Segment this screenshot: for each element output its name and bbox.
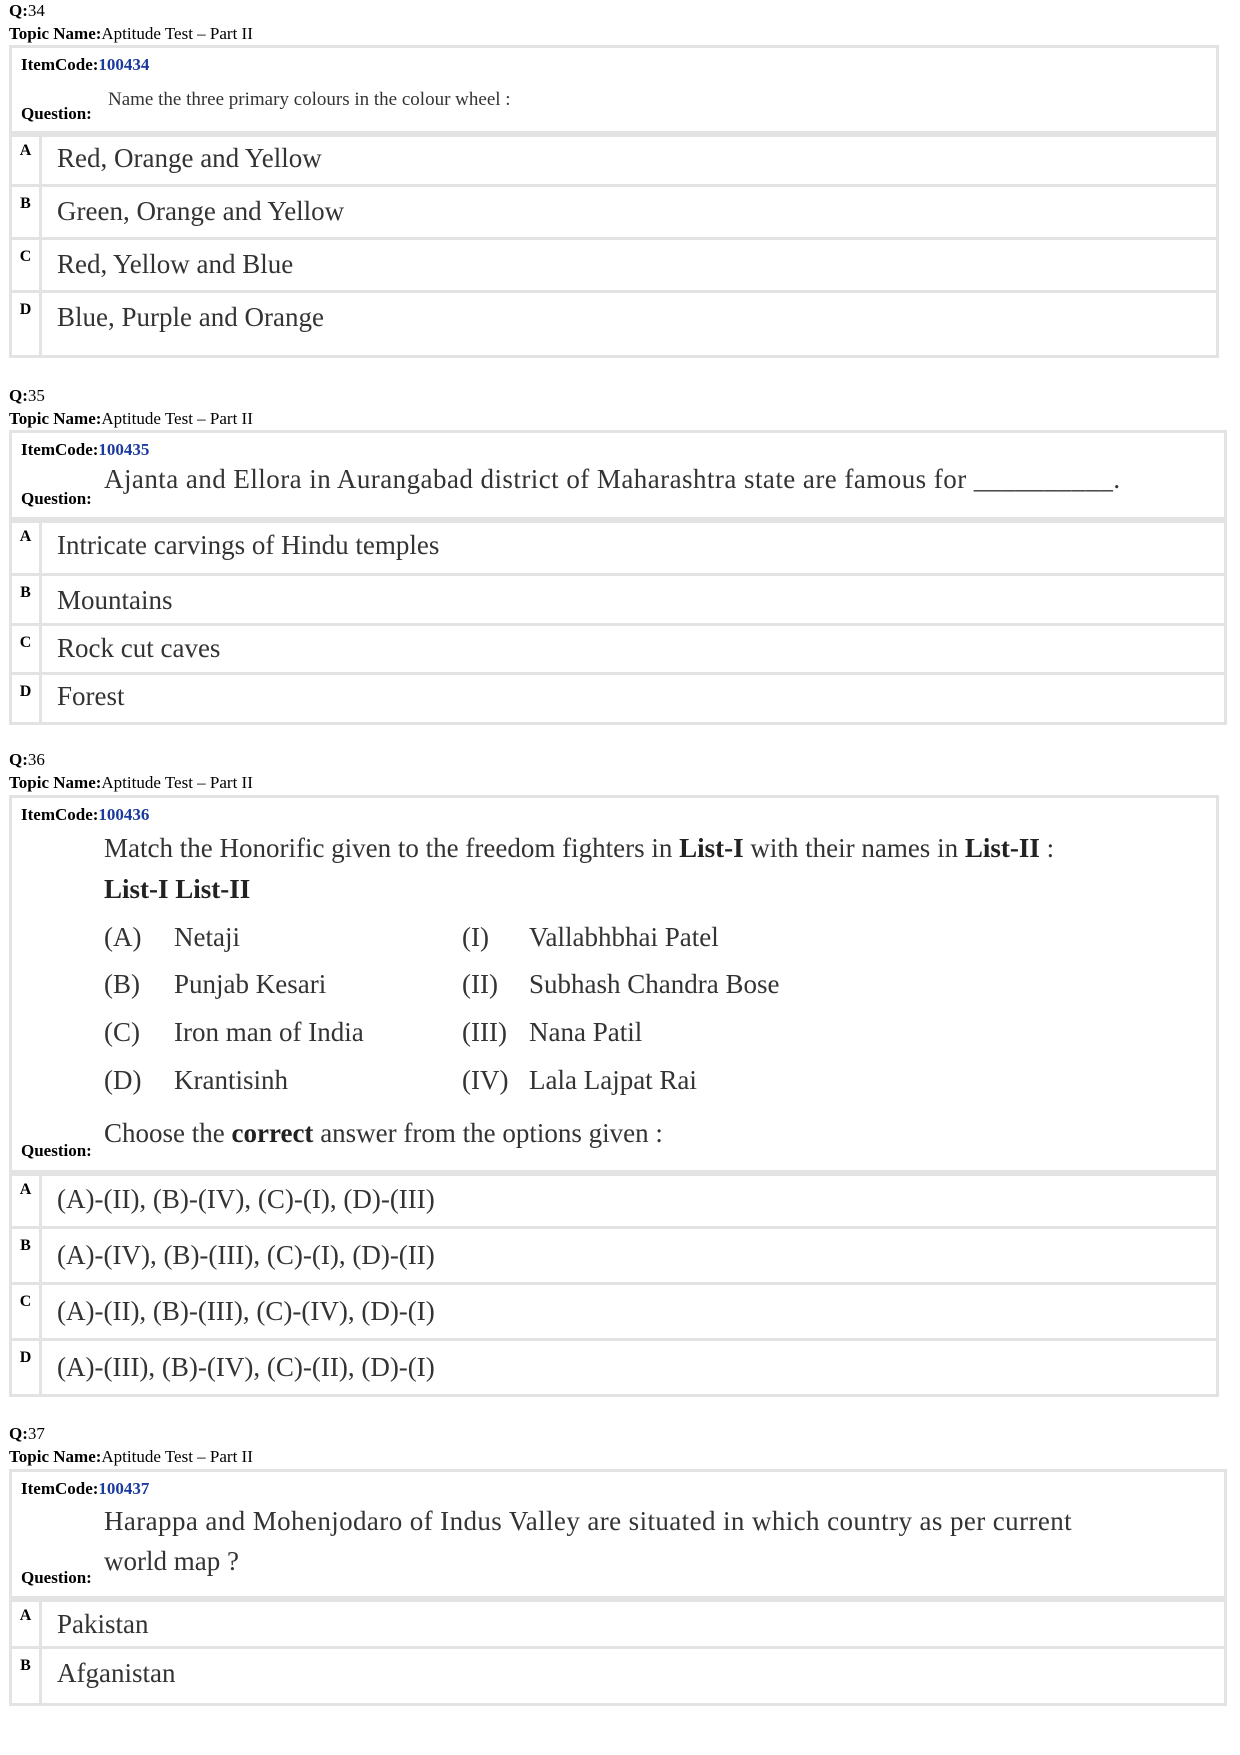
topic-name	[9, 772, 253, 793]
list1-key: (B)	[104, 969, 140, 999]
list1-header: List-I	[104, 874, 169, 904]
item-code-prefix: ItemCode:	[21, 1479, 99, 1498]
topic-name	[9, 1446, 253, 1467]
list2-header: List-II	[175, 874, 251, 904]
match-table-header	[104, 874, 250, 905]
item-code-prefix: ItemCode:	[21, 55, 99, 74]
option-letter: B	[12, 187, 42, 240]
intro-text: Match the Honorific given to the freedom fighters in	[104, 833, 680, 863]
option-text: Intricate carvings of Hindu temples	[57, 530, 440, 560]
list2-key: (III)	[462, 1017, 507, 1047]
question-text-line1: Harappa and Mohenjodaro of Indus Valley are situated in which country as per current	[104, 1506, 1073, 1536]
option-text: Rock cut caves	[57, 633, 221, 663]
option-row-b[interactable]	[12, 1646, 1224, 1706]
item-code	[21, 1479, 149, 1499]
option-row-b[interactable]	[12, 184, 1216, 240]
option-row-c[interactable]	[12, 237, 1216, 293]
item-code-value: 100437	[98, 1479, 150, 1498]
q-prefix: Q:	[9, 1424, 28, 1443]
question-header-row	[12, 1472, 1224, 1602]
option-letter: D	[12, 293, 42, 358]
list2-value: Lala Lajpat Rai	[529, 1065, 697, 1095]
option-row-c[interactable]	[12, 623, 1224, 675]
question-label: Question:	[21, 489, 92, 508]
question-number	[9, 0, 45, 21]
topic-prefix: Topic Name:	[9, 773, 102, 792]
intro-text: with their names in	[743, 833, 965, 863]
list2-value: Subhash Chandra Bose	[529, 969, 780, 999]
item-code-value: 100436	[98, 805, 150, 824]
option-letter: C	[12, 626, 42, 675]
option-letter: A	[12, 1599, 42, 1649]
item-code	[21, 55, 149, 75]
list1-value: Iron man of India	[174, 1017, 364, 1047]
q-number-value: 36	[27, 750, 45, 769]
option-row-a[interactable]	[12, 1596, 1224, 1649]
item-code-prefix: ItemCode:	[21, 440, 99, 459]
option-letter: C	[12, 1285, 42, 1341]
item-code	[21, 440, 149, 460]
question-card-34	[9, 45, 1219, 358]
question-card-36	[9, 795, 1219, 1397]
list1-key: (C)	[104, 1017, 140, 1047]
question-text: Ajanta and Ellora in Aurangabad district of Maharashtra state are famous for __________.	[104, 464, 1121, 494]
option-letter: D	[12, 675, 42, 725]
list2-value: Vallabhbhai Patel	[529, 922, 719, 952]
topic-value: Aptitude Test – Part II	[101, 773, 253, 792]
question-header-row	[12, 798, 1216, 1176]
topic-value: Aptitude Test – Part II	[101, 409, 253, 428]
question-number	[9, 749, 45, 770]
option-letter: B	[12, 576, 42, 626]
option-row-b[interactable]	[12, 1226, 1216, 1285]
intro-bold-list2: List-II	[964, 833, 1040, 863]
option-text: Red, Yellow and Blue	[57, 249, 294, 279]
option-letter: A	[12, 134, 42, 187]
topic-prefix: Topic Name:	[9, 24, 102, 43]
question-header-row	[12, 48, 1216, 137]
q-prefix: Q:	[9, 386, 28, 405]
list2-key: (IV)	[462, 1065, 509, 1095]
list1-value: Punjab Kesari	[174, 969, 327, 999]
intro-bold-list1: List-I	[679, 833, 744, 863]
list1-value: Krantisinh	[174, 1065, 288, 1095]
option-row-d[interactable]	[12, 290, 1216, 358]
option-text: Green, Orange and Yellow	[57, 196, 345, 226]
q-prefix: Q:	[9, 1, 28, 20]
choose-text: answer from the options given :	[313, 1118, 663, 1148]
question-choose-text	[104, 1113, 663, 1153]
question-label: Question:	[21, 104, 92, 123]
topic-prefix: Topic Name:	[9, 409, 102, 428]
option-row-a[interactable]	[12, 1170, 1216, 1229]
option-letter: B	[12, 1229, 42, 1285]
option-row-d[interactable]	[12, 672, 1224, 725]
list2-key: (II)	[462, 969, 498, 999]
topic-value: Aptitude Test – Part II	[101, 24, 253, 43]
option-text: (A)-(II), (B)-(IV), (C)-(I), (D)-(III)	[57, 1184, 435, 1214]
question-card-37	[9, 1469, 1227, 1706]
option-text: Red, Orange and Yellow	[57, 143, 322, 173]
option-text: Afganistan	[57, 1658, 176, 1688]
option-row-c[interactable]	[12, 1282, 1216, 1341]
q-number-value: 34	[27, 1, 45, 20]
option-text: Mountains	[57, 585, 173, 615]
item-code-value: 100435	[98, 440, 150, 459]
question-text: Name the three primary colours in the colour wheel :	[108, 89, 511, 110]
option-row-d[interactable]	[12, 1338, 1216, 1397]
list1-key: (D)	[104, 1065, 142, 1095]
option-letter: A	[12, 520, 42, 576]
q-prefix: Q:	[9, 750, 28, 769]
option-row-b[interactable]	[12, 573, 1224, 626]
option-letter: B	[12, 1649, 42, 1706]
question-text-line2: world map ?	[104, 1546, 239, 1576]
intro-text: :	[1039, 833, 1055, 863]
list2-value: Nana Patil	[529, 1017, 643, 1047]
topic-value: Aptitude Test – Part II	[101, 1447, 253, 1466]
option-text: Forest	[57, 681, 125, 711]
option-row-a[interactable]	[12, 131, 1216, 187]
choose-bold: correct	[231, 1118, 314, 1148]
question-number	[9, 1423, 45, 1444]
topic-name	[9, 408, 253, 429]
item-code	[21, 805, 149, 825]
topic-prefix: Topic Name:	[9, 1447, 102, 1466]
topic-name	[9, 23, 253, 44]
list1-key: (A)	[104, 922, 142, 952]
question-label: Question:	[21, 1568, 92, 1587]
option-text: Blue, Purple and Orange	[57, 302, 324, 332]
option-text: (A)-(III), (B)-(IV), (C)-(II), (D)-(I)	[57, 1352, 435, 1382]
question-number	[9, 385, 45, 406]
question-card-35	[9, 430, 1227, 725]
list2-key: (I)	[462, 922, 489, 952]
item-code-prefix: ItemCode:	[21, 805, 99, 824]
option-letter: A	[12, 1173, 42, 1229]
question-header-row	[12, 433, 1224, 523]
choose-text: Choose the	[104, 1118, 232, 1148]
option-letter: C	[12, 240, 42, 293]
list1-value: Netaji	[174, 922, 240, 952]
q-number-value: 37	[27, 1424, 45, 1443]
q-number-value: 35	[27, 386, 45, 405]
option-letter: D	[12, 1341, 42, 1397]
option-text: Pakistan	[57, 1609, 149, 1639]
item-code-value: 100434	[98, 55, 150, 74]
question-intro	[104, 828, 1054, 868]
option-text: (A)-(IV), (B)-(III), (C)-(I), (D)-(II)	[57, 1240, 435, 1270]
option-text: (A)-(II), (B)-(III), (C)-(IV), (D)-(I)	[57, 1296, 435, 1326]
option-row-a[interactable]	[12, 517, 1224, 576]
question-label: Question:	[21, 1141, 92, 1160]
